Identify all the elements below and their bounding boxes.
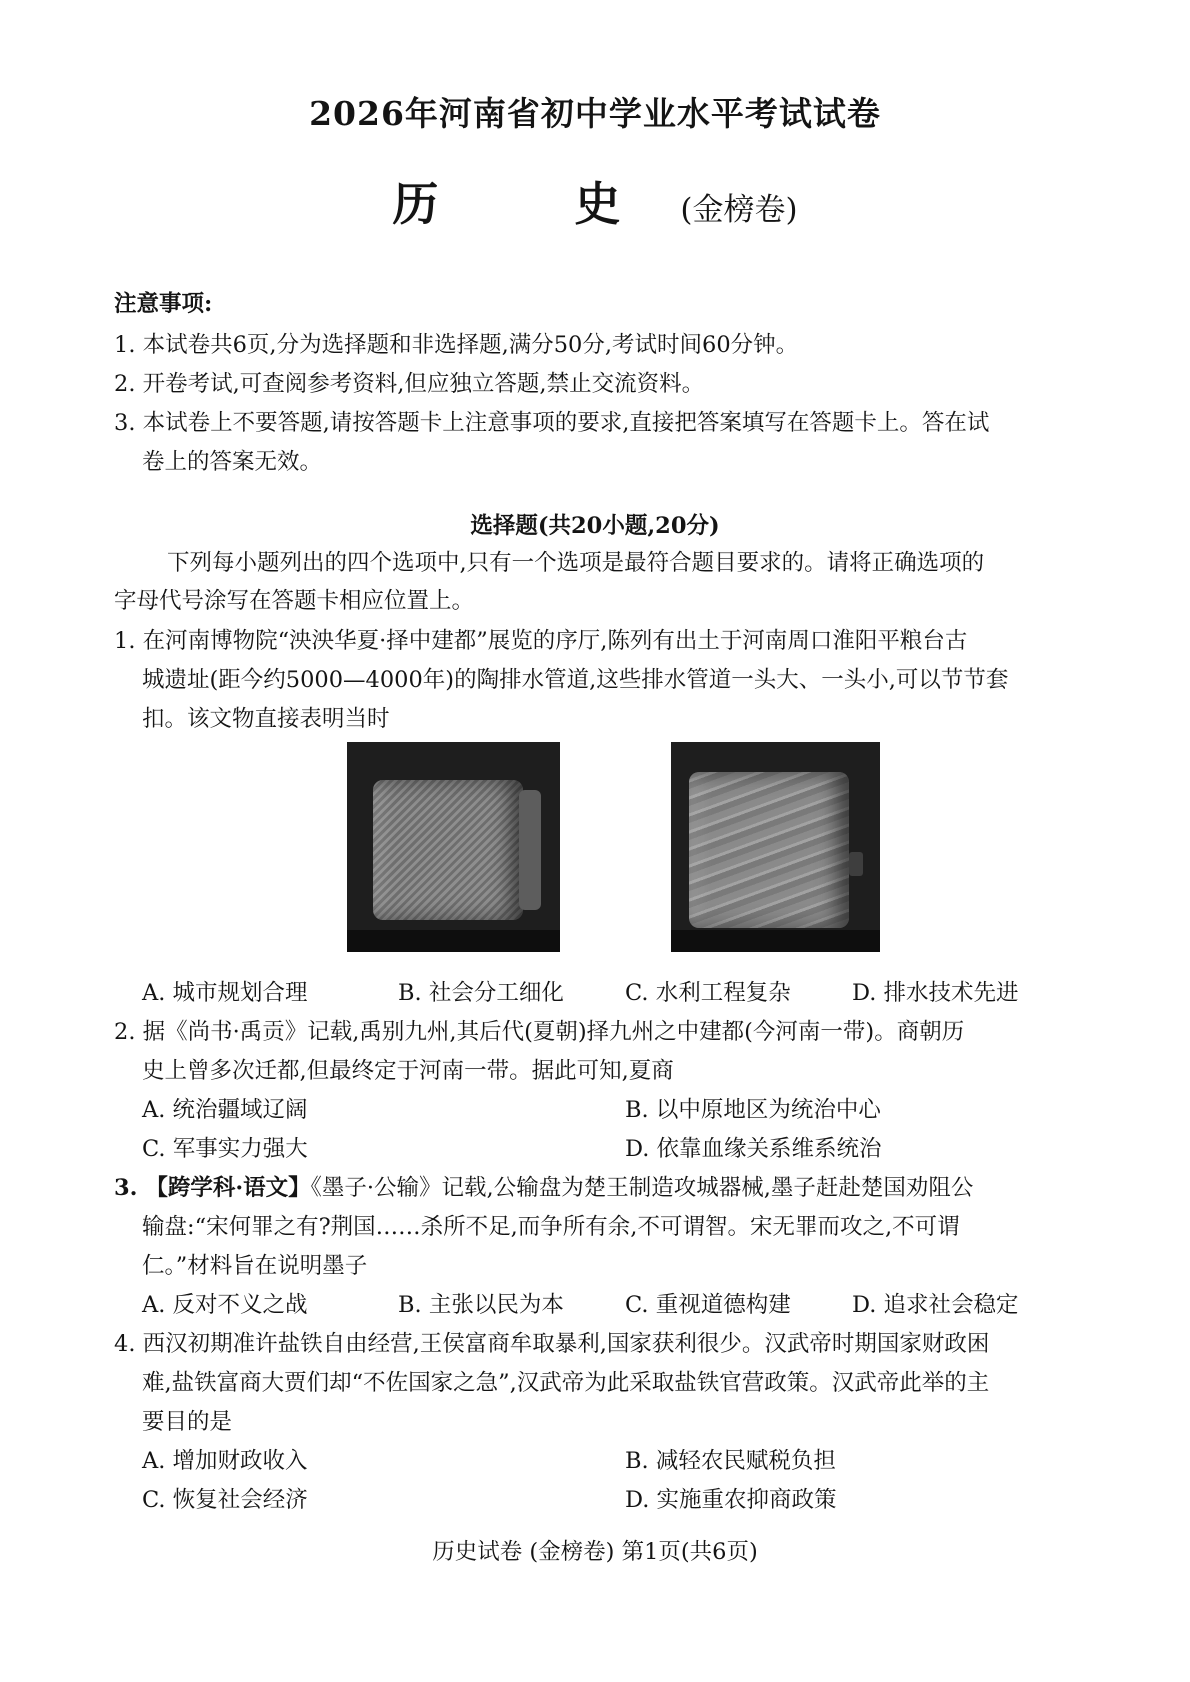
question-1-option-b: B. 社会分工细化 [398,980,564,1006]
question-4-line: 难,盐铁富商大贾们却“不佐国家之急”,汉武帝为此采取盐铁官营政策。汉武帝此举的主 [142,1370,990,1396]
question-4-option-c: C. 恢复社会经济 [142,1487,308,1513]
edition-label: (金榜卷) [680,192,798,228]
question-2-line: 史上曾多次迁都,但最终定于河南一带。据此可知,夏商 [142,1058,674,1084]
question-2-option-a: A. 统治疆域辽阔 [142,1097,308,1123]
question-3-option-b: B. 主张以民为本 [398,1292,564,1318]
question-3-option-c: C. 重视道德构建 [625,1292,791,1318]
section-intro: 字母代号涂写在答题卡相应位置上。 [114,588,475,614]
question-4-option-a: A. 增加财政收入 [142,1448,308,1474]
question-3-line: 仁。”材料旨在说明墨子 [142,1253,368,1279]
subject-name: 历 史 [392,177,681,231]
question-1-option-c: C. 水利工程复杂 [625,980,791,1006]
question-2-line: 2. 据《尚书·禹贡》记载,禹别九州,其后代(夏朝)择九州之中建都(今河南一带)。商朝历 [114,1019,965,1045]
drainage-pipe-photo-1 [347,742,560,952]
exam-title: 2026年河南省初中学业水平考试试卷 [309,94,881,133]
question-3-tag: 3. 【跨学科·语文】 [114,1175,311,1201]
question-3-line [114,1173,973,1203]
question-1-option-d: D. 排水技术先进 [852,980,1019,1006]
question-2-option-c: C. 军事实力强大 [142,1136,308,1162]
section-intro: 下列每小题列出的四个选项中,只有一个选项是最符合题目要求的。请将正确选项的 [167,550,985,576]
page-footer: 历史试卷 (金榜卷) 第1页(共6页) [432,1539,758,1565]
drainage-pipe-photo-2 [671,742,880,952]
question-3-option-d: D. 追求社会稳定 [852,1292,1019,1318]
question-3-option-a: A. 反对不义之战 [142,1292,308,1318]
notice-item-continued: 卷上的答案无效。 [142,449,323,475]
question-4-option-d: D. 实施重农抑商政策 [625,1487,837,1513]
notice-item: 2. 开卷考试,可查阅参考资料,但应独立答题,禁止交流资料。 [114,371,705,397]
question-1-line: 1. 在河南博物院“泱泱华夏·择中建都”展览的序厅,陈列有出土于河南周口淮阳平粮台古 [114,628,968,654]
question-4-line: 4. 西汉初期准许盐铁自由经营,王侯富商牟取暴利,国家获利很少。汉武帝时期国家财政困 [114,1331,990,1357]
question-1-line: 城遗址(距今约5000—4000年)的陶排水管道,这些排水管道一头大、一头小,可以节节套 [142,667,1009,693]
question-4-option-b: B. 减轻农民赋税负担 [625,1448,836,1474]
section-heading: 选择题(共20小题,20分) [470,513,720,539]
question-4-line: 要目的是 [142,1409,233,1435]
notice-heading: 注意事项: [114,291,213,317]
subject-heading [0,168,1190,234]
question-1-line: 扣。该文物直接表明当时 [142,706,390,732]
question-3-line: 输盘:“宋何罪之有?荆国……杀所不足,而争所有余,不可谓智。宋无罪而攻之,不可谓 [142,1214,960,1240]
question-2-option-b: B. 以中原地区为统治中心 [625,1097,881,1123]
question-2-option-d: D. 依靠血缘关系维系统治 [625,1136,882,1162]
question-3-text: 《墨子·公输》记载,公输盘为楚王制造攻城器械,墨子赶赴楚国劝阻公 [310,1175,974,1201]
question-1-option-a: A. 城市规划合理 [142,980,308,1006]
notice-item: 3. 本试卷上不要答题,请按答题卡上注意事项的要求,直接把答案填写在答题卡上。答在试 [114,410,990,436]
notice-item: 1. 本试卷共6页,分为选择题和非选择题,满分50分,考试时间60分钟。 [114,332,799,358]
